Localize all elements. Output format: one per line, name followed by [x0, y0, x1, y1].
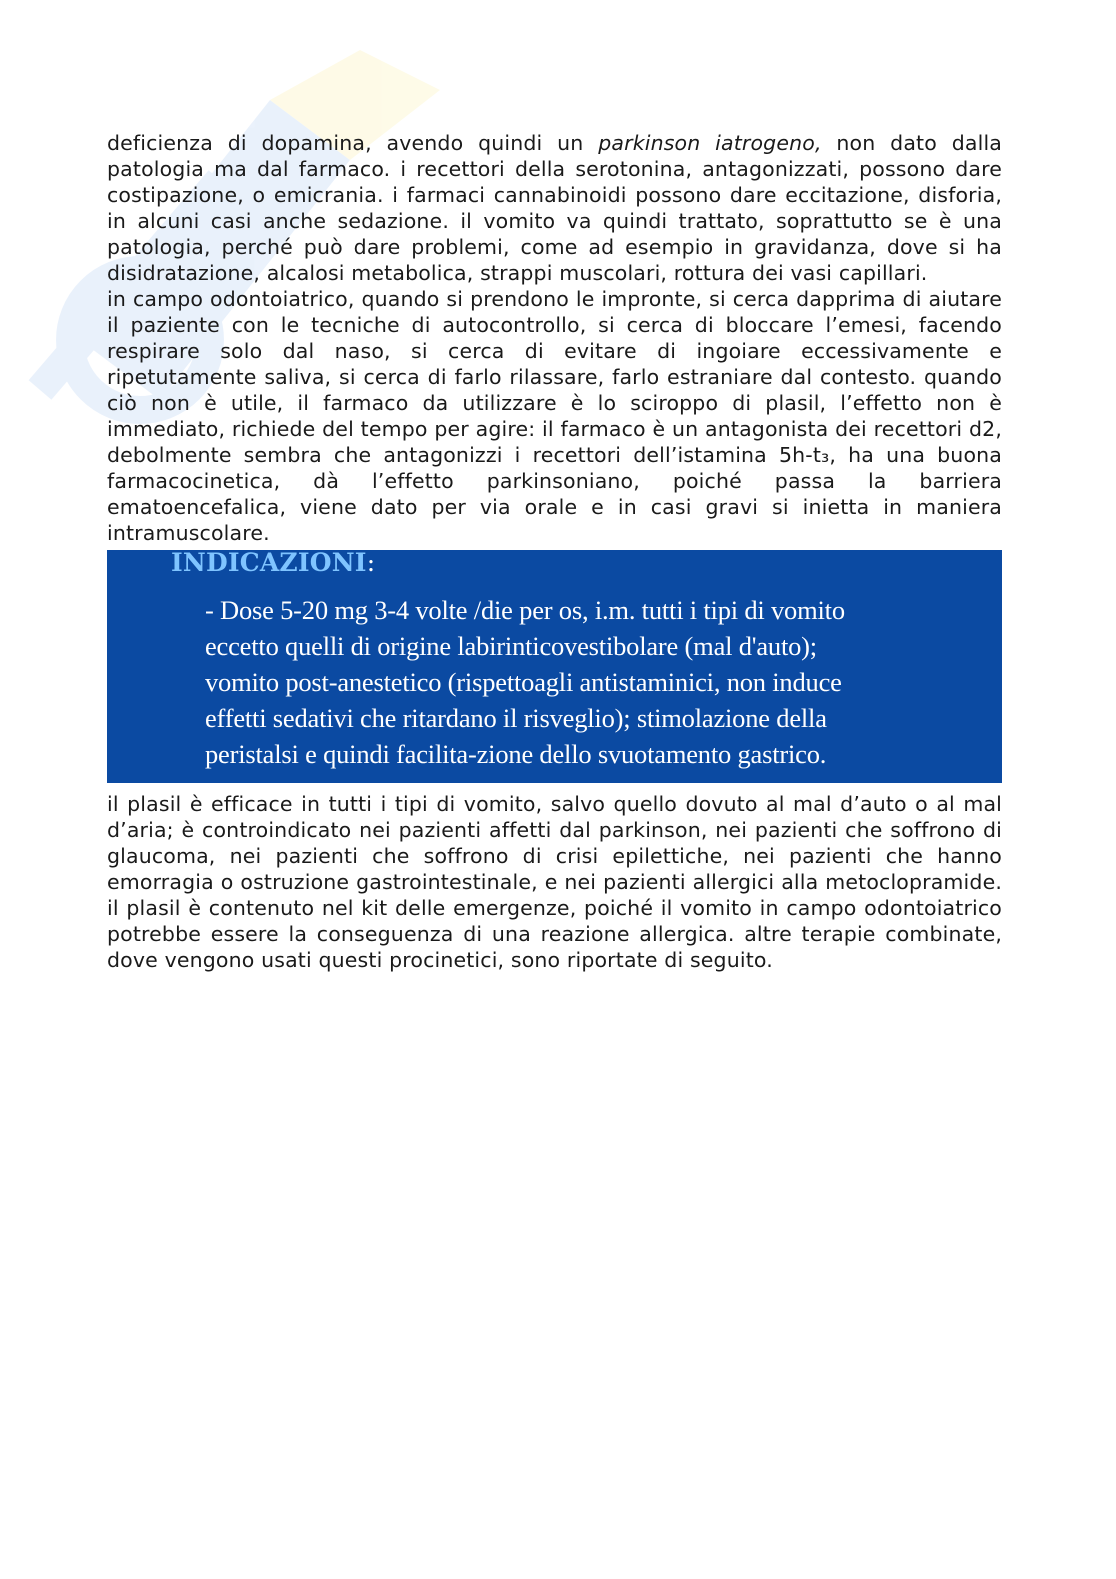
- slide-line: effetti sedativi che ritardano il risveglio); stimolazione della: [205, 703, 827, 733]
- paragraph-1-text-end: non dato dalla patologia ma dal farmaco. i recettori della serotonina, antagonizzati, possono dare costipazione, o emicrania. i farmaci cannabinoidi possono dare eccitazione, disforia, in alcuni casi anche sedazione. il vomito va quindi trattato, soprattutto se è una patologia, perché può dare problemi, come ad esempio in gravidanza, dove si ha disidratazione, alcalosi metabolica, strappi muscolari, rottura dei vasi capillari.: [107, 131, 1003, 285]
- slide-body: [205, 592, 965, 772]
- slide-title-colon: :: [366, 548, 376, 577]
- slide-line: peristalsi e quindi facilita-zione dello svuotamento gastrico.: [205, 739, 827, 769]
- indicazioni-slide: [107, 550, 1002, 783]
- slide-line: vomito post-anestetico (rispettoagli antistaminici, non induce: [205, 667, 842, 697]
- paragraph-1-text-start: deficienza di dopamina, avendo quindi un: [107, 131, 599, 155]
- slide-title: [171, 548, 375, 577]
- paragraph-1: [107, 130, 1002, 286]
- slide-line: eccetto quelli di origine labirinticovestibolare (mal d'auto);: [205, 631, 817, 661]
- document-page: [107, 130, 1002, 973]
- slide-line: - Dose 5-20 mg 3-4 volte /die per os, i.m. tutti i tipi di vomito: [205, 595, 845, 625]
- paragraph-3: il plasil è efficace in tutti i tipi di vomito, salvo quello dovuto al mal d’auto o al mal d’aria; è controindicato nei pazienti affetti dal parkinson, nei pazienti che soffrono di glaucoma, nei pazienti che soffrono di crisi epilettiche, nei pazienti che hanno emorragia o ostruzione gastrointestinale, e nei pazienti allergici alla metoclopramide. il plasil è contenuto nel kit delle emergenze, poiché il vomito in campo odontoiatrico potrebbe essere la conseguenza di una reazione allergica. altre terapie combinate, dove vengono usati questi procinetici, sono riportate di seguito.: [107, 792, 1002, 972]
- slide-title-text: INDICAZIONI: [171, 548, 367, 577]
- paragraph-2: in campo odontoiatrico, quando si prendono le impronte, si cerca dapprima di aiutare il paziente con le tecniche di autocontrollo, si cerca di bloccare l’emesi, facendo respirare solo dal naso, si cerca di evitare di ingoiare eccessivamente e ripetutamente saliva, si cerca di farlo rilassare, farlo estraniare dal contesto. quando ciò non è utile, il farmaco da utilizzare è lo sciroppo di plasil, l’effetto non è immediato, richiede del tempo per agire: il farmaco è un antagonista dei recettori d2, debolmente sembra che antagonizzi i recettori dell’istamina 5h-t₃, ha una buona farmacocinetica, dà l’effetto parkinsoniano, poiché passa la barriera ematoencefalica, viene dato per via orale e in casi gravi si inietta in maniera intramuscolare.: [107, 287, 1002, 545]
- paragraph-1-italic: parkinson iatrogeno,: [598, 131, 822, 155]
